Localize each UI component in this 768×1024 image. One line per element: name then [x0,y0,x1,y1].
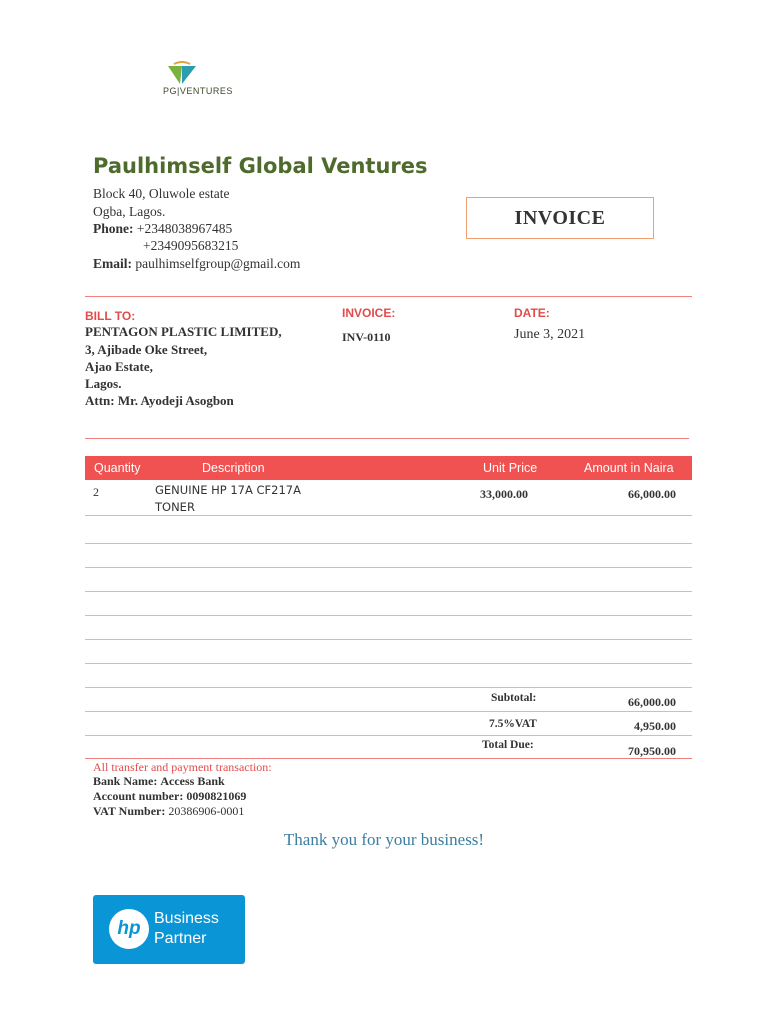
phone-1: +2348038967485 [136,221,233,236]
invoice-number: INV-0110 [342,330,391,344]
vat-label: 7.5%VAT [489,718,537,730]
bill-to-line-4: Lagos. [85,376,122,391]
row-unit-price: 33,000.00 [480,487,528,501]
row-description-line-1: GENUINE HP 17A CF217A [155,483,301,497]
badge-line-1: Business [154,910,219,927]
table-row-divider [85,591,692,592]
vat-number-value: 20386906-0001 [168,804,245,818]
badge-text [154,909,219,949]
company-name: Paulhimself Global Ventures [93,154,428,178]
table-row-divider [85,639,692,640]
table-row-divider [85,663,692,664]
bill-to-label: BILL TO: [85,309,136,323]
total-due-value: 70,950.00 [628,744,676,758]
col-description: Description [202,461,265,475]
table-row-divider [85,687,692,688]
vat-number-row [93,804,244,819]
invoice-number-label: INVOICE: [342,306,396,320]
col-unit-price: Unit Price [483,461,538,475]
col-quantity: Quantity [94,461,141,475]
vat-value: 4,950.00 [634,719,676,733]
address-line-2: Ogba, Lagos. [93,204,166,219]
table-row-divider [85,711,692,712]
account-number-label: Account number: [93,789,184,803]
account-number-value: 0090821069 [186,789,247,803]
email-value: paulhimselfgroup@gmail.com [135,256,301,271]
subtotal-value: 66,000.00 [628,695,676,709]
bill-to-line-1: PENTAGON PLASTIC LIMITED, [85,324,282,339]
table-row-divider [85,615,692,616]
logo-text: PG|VENTURES [163,86,233,96]
bank-name-value: Access Bank [160,774,225,788]
thank-you-note: Thank you for your business! [283,830,485,849]
table-row-divider [85,567,692,568]
table-bottom-divider [85,758,692,759]
email-row [93,255,300,273]
items-table-header [85,456,692,480]
hp-logo-icon [109,909,149,949]
bill-to-line-5: Attn: Mr. Ayodeji Asogbon [85,393,234,408]
table-row-divider [85,543,692,544]
bill-to-line-2: 3, Ajibade Oke Street, [85,342,208,357]
hp-logo-text: hp [117,918,141,939]
address-line-1: Block 40, Oluwole estate [93,186,230,201]
account-number-row [93,789,246,804]
table-row-divider [85,735,692,736]
header-divider [85,296,692,297]
vat-number-label: VAT Number: [93,804,166,818]
date-label: DATE: [514,306,550,320]
bill-to-line-3: Ajao Estate, [85,359,153,374]
col-amount: Amount in Naira [584,461,674,475]
row-description-line-2: TONER [155,500,195,514]
badge-line-2: Partner [154,930,207,947]
invoice-title-box: INVOICE [466,197,654,239]
subtotal-label: Subtotal: [491,692,537,704]
email-label: Email: [93,256,132,271]
row-quantity: 2 [93,485,99,499]
phone-2: +2349095683215 [143,238,239,253]
phone-label: Phone: [93,221,134,236]
bank-name-row [93,774,225,789]
phone-row [93,220,232,238]
table-row-divider [85,515,692,516]
row-amount: 66,000.00 [628,487,676,501]
payment-heading: All transfer and payment transaction: [93,760,272,774]
date-value: June 3, 2021 [514,327,586,342]
total-due-label: Total Due: [482,739,534,751]
section-divider [85,438,689,439]
hp-business-partner-badge [93,895,245,964]
bank-name-label: Bank Name: [93,774,158,788]
